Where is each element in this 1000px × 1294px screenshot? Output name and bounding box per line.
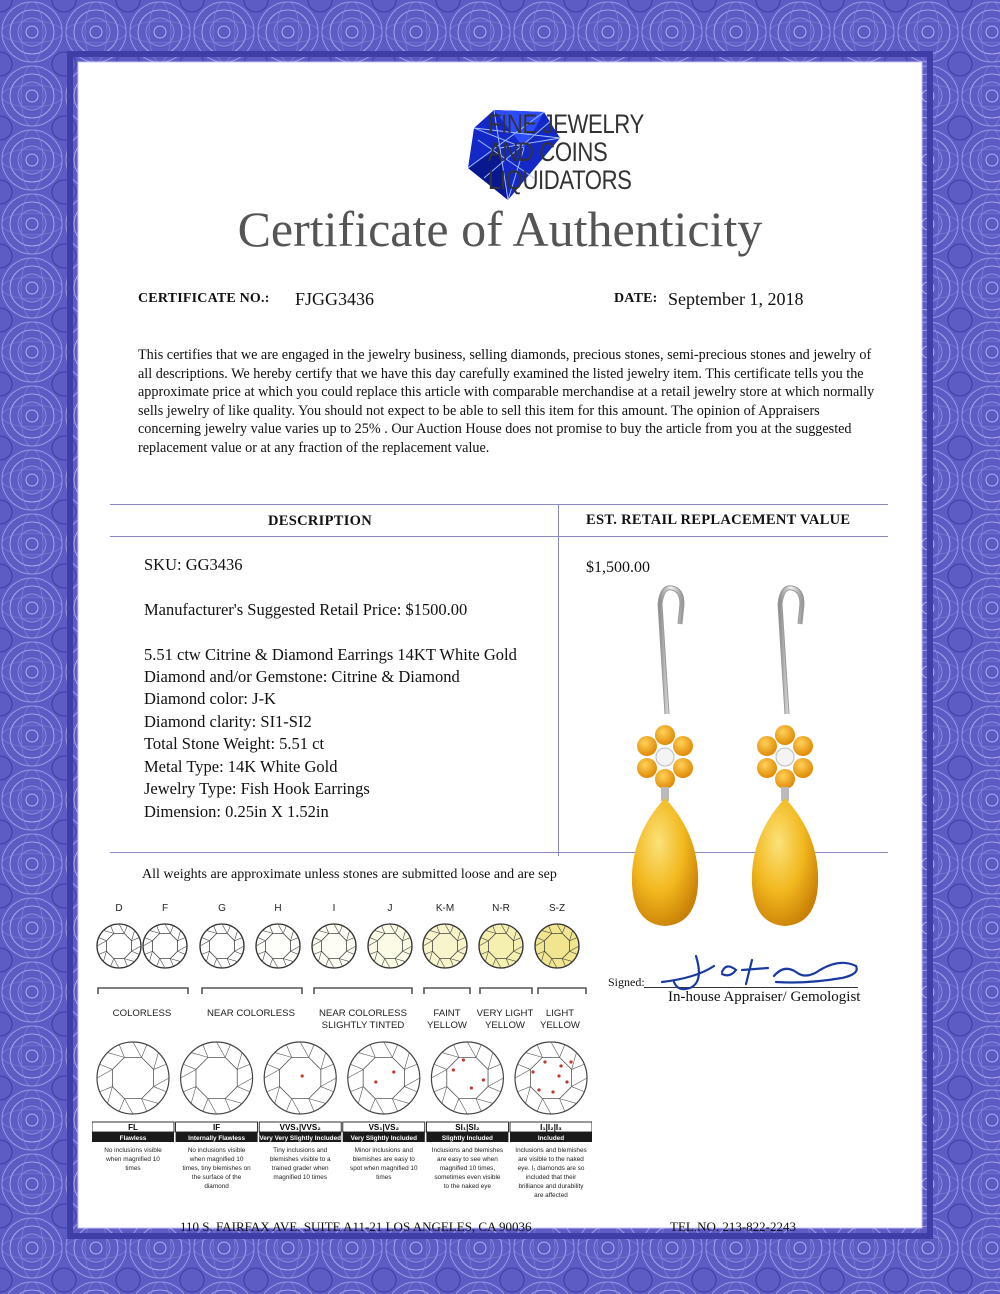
- value-header: EST. RETAIL REPLACEMENT VALUE: [586, 512, 851, 528]
- inclusion-mark: [531, 1070, 534, 1073]
- clarity-description: the surface of the: [191, 1174, 242, 1181]
- color-grade-diamond: [368, 924, 412, 968]
- msrp: Manufacturer's Suggested Retail Price: $1500.00: [144, 600, 468, 619]
- color-grade-diamond: [256, 924, 300, 968]
- description-line: Total Stone Weight: 5.51 ct: [144, 734, 325, 753]
- weights-note: All weights are approximate unless stones are submitted loose and are sep: [142, 867, 557, 882]
- clarity-description: when magnified 10: [106, 1156, 160, 1163]
- inclusion-mark: [374, 1080, 377, 1083]
- inclusion-mark: [482, 1078, 485, 1081]
- color-grade-diamond: [200, 924, 244, 968]
- clarity-code: IF: [213, 1123, 221, 1132]
- description-line: 5.51 ctw Citrine & Diamond Earrings 14KT White Gold: [144, 645, 517, 664]
- clarity-description: No inclusions visible: [104, 1147, 162, 1154]
- clarity-description: sometimes even visible: [434, 1174, 501, 1181]
- clarity-name: Flawless: [119, 1135, 147, 1142]
- clarity-name: Included: [537, 1135, 565, 1142]
- clarity-description: are affected: [534, 1192, 568, 1199]
- description-line: Jewelry Type: Fish Hook Earrings: [144, 779, 370, 798]
- clarity-description: spot when magnified 10: [350, 1165, 418, 1172]
- inclusion-mark: [543, 1060, 546, 1063]
- page-title: Certificate of Authenticity: [237, 201, 763, 257]
- clarity-description: diamond: [204, 1183, 229, 1190]
- clarity-chart-graphic: [92, 1034, 592, 1214]
- clarity-code: SI₁|SI₂: [455, 1123, 480, 1132]
- inclusion-mark: [470, 1086, 473, 1089]
- clarity-code: VVS₁|VVS₂: [279, 1123, 321, 1132]
- certificate-number: FJGG3436: [295, 289, 375, 309]
- color-grade-diamond: [423, 924, 467, 968]
- table-top-rule: [110, 504, 888, 505]
- inclusion-mark: [392, 1070, 395, 1073]
- clarity-code: VS₁|VS₂: [368, 1123, 400, 1132]
- clarity-description: are easy to see when: [437, 1156, 498, 1163]
- sku: SKU: GG3436: [144, 555, 243, 574]
- clarity-description: trained grader when: [271, 1165, 329, 1172]
- logo-line-1: FINE JEWELRY: [488, 109, 644, 139]
- clarity-description: brilliance and durability: [518, 1183, 584, 1190]
- clarity-description: Inclusions and blemishes: [515, 1147, 587, 1154]
- clarity-grade: [176, 1042, 258, 1190]
- inclusion-mark: [557, 1074, 560, 1077]
- color-category-bracket: [98, 988, 188, 994]
- color-category-bracket: [314, 988, 412, 994]
- clarity-grade: [510, 1042, 592, 1199]
- color-category-label: LIGHT YELLOW: [540, 1008, 580, 1031]
- color-grade-label: J: [387, 903, 393, 914]
- footer-phone: TEL.NO. 213-822-2243: [670, 1219, 797, 1234]
- clarity-name: Very Slightly Included: [350, 1135, 418, 1142]
- clarity-grade: [92, 1042, 174, 1172]
- inclusion-mark: [569, 1060, 572, 1063]
- color-category-label: COLORLESS: [112, 1008, 172, 1019]
- clarity-description: times, tiny blemishes on: [182, 1165, 251, 1172]
- footer-address: 110 S. FAIRFAX AVE. SUITE A11-21 LOS ANGELES, CA 90036: [180, 1219, 532, 1234]
- clarity-description: blemishes are easy to: [352, 1156, 415, 1163]
- description-line: Diamond clarity: SI1-SI2: [144, 712, 312, 731]
- color-grade-diamond: [97, 924, 141, 968]
- clarity-description: eye. I₁ diamonds are so: [517, 1165, 585, 1172]
- description-line: Metal Type: 14K White Gold: [144, 757, 338, 776]
- color-grade-label: D: [115, 903, 123, 914]
- table-header-rule: [110, 536, 888, 537]
- inclusion-mark: [462, 1058, 465, 1061]
- clarity-description: magnified 10 times,: [439, 1165, 496, 1172]
- inclusion-mark: [565, 1080, 568, 1083]
- color-category-label: VERY LIGHT YELLOW: [476, 1008, 534, 1031]
- color-grade-diamond: [479, 924, 523, 968]
- color-category-bracket: [424, 988, 470, 994]
- color-category-label: FAINT YELLOW: [427, 1008, 467, 1031]
- clarity-description: times: [125, 1165, 141, 1172]
- clarity-name: Internally Flawless: [188, 1135, 246, 1142]
- color-grade-label: F: [161, 903, 169, 914]
- color-grade-label: G: [218, 903, 226, 914]
- clarity-description: when magnified 10: [189, 1156, 244, 1163]
- inclusion-mark: [537, 1088, 540, 1091]
- clarity-code: I₁|I₂|I₃: [540, 1123, 562, 1132]
- color-grade-label: K-M: [435, 903, 455, 914]
- clarity-description: blemishes visible to a: [269, 1156, 331, 1163]
- inclusion-mark: [559, 1064, 562, 1067]
- description-line: Diamond and/or Gemstone: Citrine & Diamond: [144, 667, 460, 686]
- clarity-name: Very Very Slightly Included: [259, 1135, 342, 1142]
- replacement-value: $1,500.00: [586, 559, 650, 576]
- clarity-grade: [259, 1042, 341, 1181]
- clarity-description: times: [376, 1174, 392, 1181]
- certificate-date: September 1, 2018: [668, 289, 804, 309]
- inclusion-mark: [301, 1074, 304, 1077]
- description-header: DESCRIPTION: [268, 513, 373, 529]
- clarity-name: Slightly Included: [441, 1135, 493, 1142]
- color-category-bracket: [202, 988, 302, 994]
- signed-label: Signed:: [608, 975, 645, 989]
- color-category-label: NEAR COLORLESS SLIGHTLY TINTED: [319, 1008, 407, 1031]
- logo-line-3: LIQUIDATORS: [488, 165, 632, 195]
- color-grade-label: I: [332, 903, 336, 914]
- description-line: Dimension: 0.25in X 1.52in: [144, 802, 329, 821]
- color-grade-diamond: [535, 924, 579, 968]
- diamond-color-chart: [92, 898, 594, 1030]
- color-category-bracket: [480, 988, 532, 994]
- clarity-description: Inclusions and blemishes: [431, 1147, 504, 1154]
- inclusion-mark: [551, 1090, 554, 1093]
- clarity-description: Minor inclusions and: [354, 1147, 413, 1154]
- clarity-description: magnified 10 times: [273, 1174, 328, 1181]
- table-column-divider: [558, 504, 559, 856]
- logo-line-2: AND COINS: [488, 137, 608, 167]
- inclusion-mark: [452, 1068, 455, 1071]
- appraiser-title: In-house Appraiser/ Gemologist: [668, 989, 861, 1005]
- clarity-grade: [426, 1042, 508, 1190]
- intro-paragraph: This certifies that we are engaged in the jewelry business, selling diamonds, precious stones, semi-precious stones and jewelry of all descriptions. We hereby certify that we have this day carefully examined the listed jewelry item. This certificate tells you the approximate price at which you could replace this article with comparable merchandise at a retail jewelry store at which normally sells jewelry of like quality. You should not expect to be able to sell this item for this amount. The opinion of Appraisers concerning jewelry value varies up to 25% . Our Auction House does not promise to buy the article from you at the suggested replacement value or at any fraction of the replacement value.: [138, 347, 875, 456]
- color-grade-label: S-Z: [548, 903, 566, 914]
- clarity-description: are visible to the naked: [518, 1156, 584, 1163]
- clarity-description: No inclusions visible: [187, 1147, 246, 1154]
- signature-mark: [656, 952, 862, 992]
- clarity-description: included that their: [525, 1174, 577, 1181]
- color-grade-label: N-R: [492, 903, 510, 914]
- left-earring: [632, 588, 698, 926]
- color-grade-label: H: [274, 903, 282, 914]
- color-grade-diamond: [312, 924, 356, 968]
- clarity-code: FL: [128, 1123, 138, 1132]
- description-line: Diamond color: J-K: [144, 689, 276, 708]
- diamond-clarity-chart: [92, 1034, 592, 1214]
- right-earring: [752, 588, 818, 926]
- color-category-label: NEAR COLORLESS: [207, 1008, 295, 1019]
- clarity-description: to the naked eye: [443, 1183, 492, 1190]
- certificate-number-label: CERTIFICATE NO.:: [138, 291, 270, 306]
- earrings-product-image: [612, 584, 852, 956]
- clarity-grade: [343, 1042, 425, 1181]
- color-grade-diamond: [143, 924, 187, 968]
- clarity-description: Tiny inclusions and: [273, 1147, 328, 1154]
- date-label: DATE:: [614, 291, 658, 306]
- color-category-bracket: [538, 988, 586, 994]
- logo-text: [488, 110, 644, 194]
